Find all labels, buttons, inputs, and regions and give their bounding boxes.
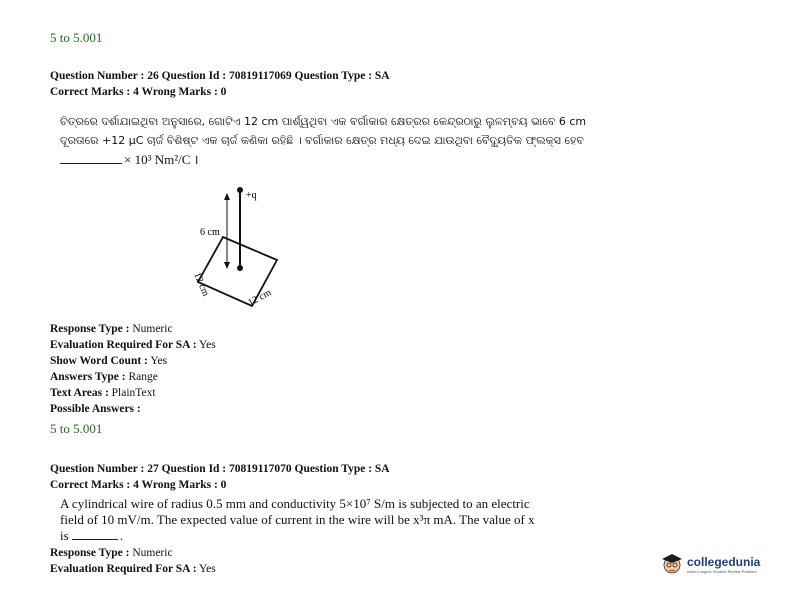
q26-header-line2: Correct Marks : 4 Wrong Marks : 0 [50,86,227,98]
q27-eval-value: Yes [199,563,216,575]
answers-type-label: Answers Type : [50,371,126,383]
answers-type-value: Range [128,371,158,383]
q26-meta [50,321,216,417]
arrow-head-up [224,193,230,200]
center-dot [237,265,243,271]
q26-header [50,68,390,100]
eval-value: Yes [199,339,216,351]
q27-text-period: . [119,528,124,543]
q27-eval-label: Evaluation Required For SA : [50,563,197,575]
word-count-value: Yes [150,355,168,367]
response-type-value: Numeric [132,323,173,335]
distance-label: 6 cm [200,227,220,238]
q26-text-line2: ଦୂରତାରେ +12 μC ଚାର୍ଜ ବିଶିଷ୍ଟ ଏକ ଚାର୍ଜ କଣିକା ରହିଛି । ବର୍ଗାକାର କ୍ଷେତ୍ର ମଧ୍ୟ ଦେଇ ଯାଉଥିବା ବୈଦ୍ୟୁତିକ ଫ୍ଲକ୍ସ ହେବ [60,134,584,147]
q27-text-line2: field of 10 mV/m. The expected value of current in the wire will be x³π mA. The value of x [60,512,535,527]
side-label-left: 12 cm [191,270,212,298]
response-type-label: Response Type : [50,323,130,335]
q26-figure [180,182,310,312]
q27-text-is: is [60,528,69,543]
text-areas-label: Text Areas : [50,387,109,399]
possible-answers-label: Possible Answers : [50,403,141,415]
answer-blank-q27 [72,528,118,540]
q26-text-line3 [60,151,199,168]
q27-header [50,461,390,493]
q26-unit: × 10³ Nm²/C । [124,152,199,167]
q26-text-line1: ଚିତ୍ରରେ ଦର୍ଶାଯାଇଥିବା ଅନୁସାରେ, ଗୋଟିଏ 12 cm ପାର୍ଶ୍ୱଥିବା ଏକ ବର୍ଗାକାର କ୍ଷେତ୍ରର କେନ୍ଦ୍ରଠାରୁ ଲୁଳମ୍ବୟ ଭାବେ 6 cm [60,115,587,128]
charge-label: +q [246,190,257,201]
graduate-icon [660,552,684,576]
q27-meta [50,545,216,577]
q27-header-line1: Question Number : 27 Question Id : 70819117070 Question Type : SA [50,463,390,475]
answer-blank [60,152,122,164]
q26-header-line1: Question Number : 26 Question Id : 70819117069 Question Type : SA [50,70,390,82]
arrow-head-down [224,262,230,269]
logo-tagline: India's largest Student Review Platform [687,568,757,574]
collegedunia-logo [660,552,760,576]
previous-possible-answer: 5 to 5.001 [50,30,103,45]
word-count-label: Show Word Count : [50,355,148,367]
charge-dot [237,187,243,193]
text-areas-value: PlainText [111,387,156,399]
side-label-bottom: 12 cm [246,287,274,309]
q26-possible-answer: 5 to 5.001 [50,421,103,436]
q27-response-type-value: Numeric [132,547,173,559]
logo-name: collegedunia [687,554,761,569]
q27-header-line2: Correct Marks : 4 Wrong Marks : 0 [50,479,227,491]
q27-text-line3 [60,527,123,544]
q27-response-type-label: Response Type : [50,547,130,559]
q27-text-line1: A cylindrical wire of radius 0.5 mm and conductivity 5×10⁷ S/m is subjected to an electric [60,496,530,511]
eval-label: Evaluation Required For SA : [50,339,197,351]
